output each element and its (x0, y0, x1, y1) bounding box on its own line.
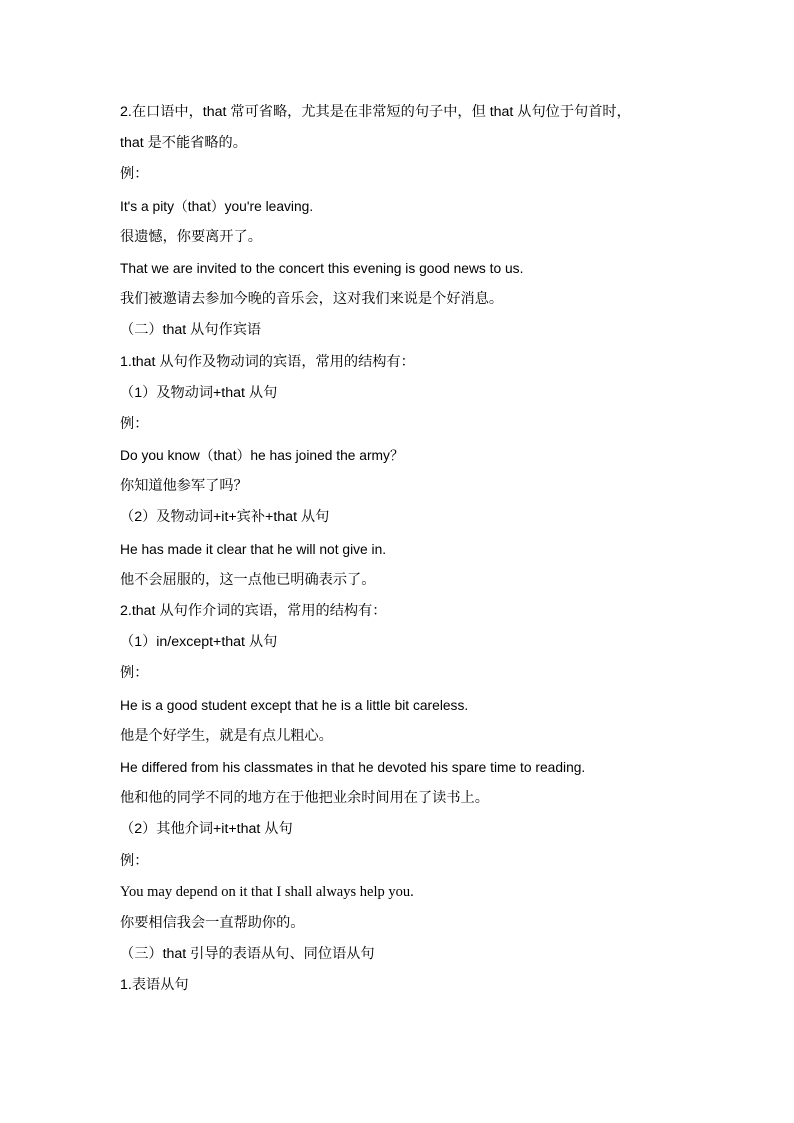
example-translation-zh: 他是个好学生，就是有点儿粗心。 (120, 727, 333, 744)
example-sentence-en: He has made it clear that he will not give in. (120, 541, 387, 557)
paragraph-line: 1.that 从句作及物动词的宾语，常用的结构有： (120, 353, 415, 370)
example-sentence-en: Do you know（that）he has joined the army？ (120, 448, 404, 464)
example-translation-zh: 你要相信我会一直帮助你的。 (120, 914, 305, 931)
example-label: 例： (120, 166, 149, 183)
subsection-heading: （2）其他介词+it+that 从句 (120, 821, 293, 838)
section-heading: （三）that 引导的表语从句、同位语从句 (120, 946, 375, 963)
example-translation-zh: 他不会屈服的，这一点他已明确表示了。 (120, 571, 376, 588)
subsection-heading: （1）及物动词+that 从句 (120, 384, 278, 401)
example-translation-zh: 很遗憾，你要离开了。 (120, 228, 262, 245)
subsection-heading: 1.表语从句 (120, 977, 189, 994)
paragraph-line: 2.that 从句作介词的宾语，常用的结构有： (120, 603, 387, 619)
example-sentence-en: It's a pity（that）you're leaving. (120, 198, 314, 214)
example-translation-zh: 我们被邀请去参加今晚的音乐会，这对我们来说是个好消息。 (120, 291, 504, 308)
subsection-heading: （2）及物动词+it+宾补+that 从句 (120, 509, 330, 526)
example-label: 例： (120, 415, 149, 432)
subsection-heading: （1）in/except+that 从句 (120, 634, 278, 651)
section-heading: （二）that 从句作宾语 (120, 322, 262, 339)
example-sentence-en: He differed from his classmates in that he devoted his spare time to reading. (120, 759, 586, 775)
example-sentence-en: That we are invited to the concert this evening is good news to us. (120, 260, 524, 276)
example-sentence-en: He is a good student except that he is a little bit careless. (120, 697, 469, 713)
example-sentence-en: You may depend on it that I shall always help you. (120, 883, 414, 900)
paragraph-line: 2.在口语中，that 常可省略，尤其是在非常短的句子中，但 that 从句位于句首时， (120, 104, 631, 120)
document-page (120, 97, 680, 1001)
example-label: 例： (120, 852, 149, 869)
example-translation-zh: 你知道他参军了吗？ (120, 478, 248, 495)
example-translation-zh: 他和他的同学不同的地方在于他把业余时间用在了读书上。 (120, 790, 489, 807)
paragraph-line: that 是不能省略的。 (120, 135, 247, 152)
example-label: 例： (120, 665, 149, 682)
